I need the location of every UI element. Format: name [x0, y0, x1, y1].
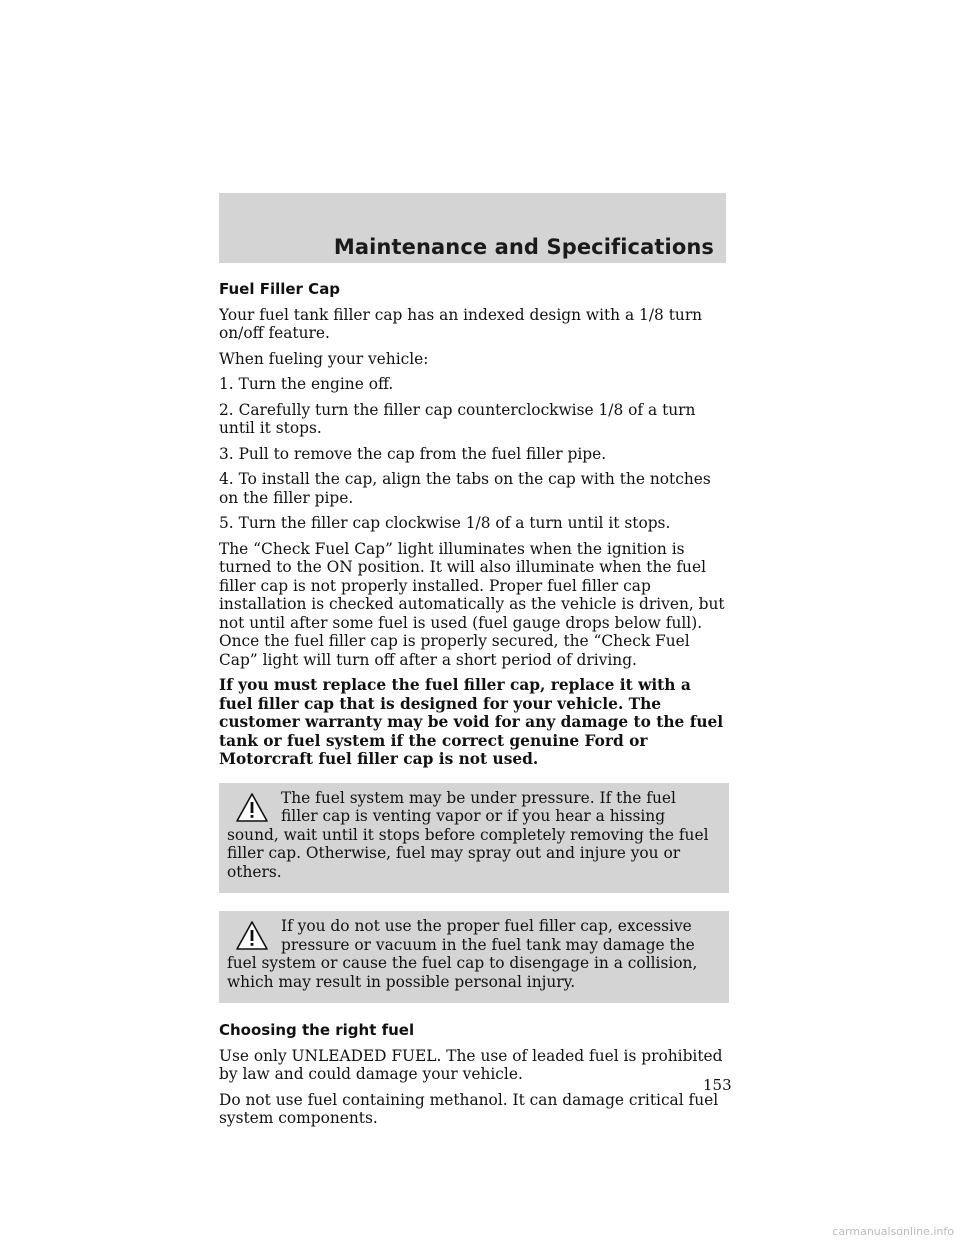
warning-triangle-icon: [235, 919, 269, 953]
step-item: 3. Pull to remove the cap from the fuel filler pipe.: [219, 444, 607, 463]
warning-text: The fuel system may be under pressure. If the fuel filler cap is venting vapor or if you hear a hissing sound, wait until it stops before completely removing the fuel filler cap. Otherwise, fuel may spray out and injure you or others.: [227, 788, 709, 881]
step-item: 4. To install the cap, align the tabs on the cap with the notches on the filler pipe.: [219, 470, 711, 507]
warning-text: If you do not use the proper fuel filler cap, excessive pressure or vacuum in the fuel tank may damage the fuel system or cause the fuel cap to disengage in a collision, which may result in possible personal injury.: [227, 917, 698, 991]
paragraph: When fueling your vehicle:: [219, 349, 429, 368]
section-title: Maintenance and Specifications: [333, 235, 714, 259]
paragraph: Your fuel tank filler cap has an indexed design with a 1/8 turn on/off feature.: [219, 305, 703, 342]
watermark: [0, 1225, 960, 1238]
warning-box: [219, 911, 729, 1003]
paragraph: Do not use fuel containing methanol. It can damage critical fuel system components.: [219, 1090, 719, 1127]
page-content: [219, 280, 729, 1135]
warranty-note: If you must replace the fuel filler cap, replace it with a fuel filler cap that is designed for your vehicle. The customer warranty may be void for any damage to the fuel tank or fuel system if the correct genuine Ford or Motorcraft fuel filler cap is not used.: [219, 676, 724, 768]
step-item: 5. Turn the filler cap clockwise 1/8 of a turn until it stops.: [219, 514, 671, 532]
paragraph: The “Check Fuel Cap” light illuminates when the ignition is turned to the ON position. It will also illuminate when the fuel filler cap is not properly installed. Proper fuel filler cap installation is checked automatically as the vehicle is driven, but not until after some fuel is used (fuel gauge drops below full). Once the fuel filler cap is properly secured, the “Check Fuel Cap” light will turn off after a short period of driving.: [219, 539, 725, 669]
page-number: 153: [703, 1076, 732, 1094]
choosing-fuel-heading: Choosing the right fuel: [219, 1021, 415, 1039]
fuel-filler-cap-heading: Fuel Filler Cap: [219, 280, 341, 298]
step-item: 1. Turn the engine off.: [219, 375, 394, 393]
warning-box: [219, 783, 729, 894]
step-item: 2. Carefully turn the filler cap counterclockwise 1/8 of a turn until it stops.: [219, 400, 696, 437]
warning-triangle-icon: [235, 791, 269, 825]
paragraph: Use only UNLEADED FUEL. The use of leaded fuel is prohibited by law and could damage your vehicle.: [219, 1046, 723, 1083]
watermark-text: carmanualsonline.info: [832, 1225, 954, 1238]
header-band: [219, 193, 726, 263]
